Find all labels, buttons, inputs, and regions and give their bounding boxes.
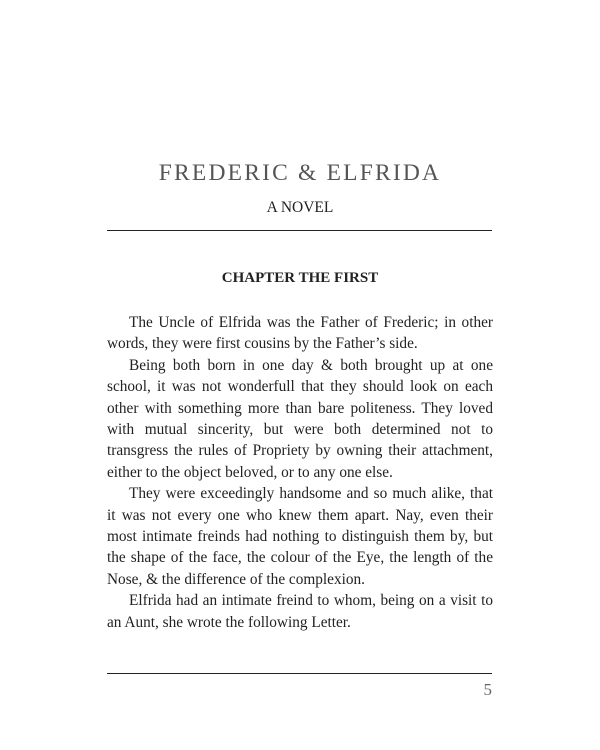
page-number: 5 [483, 680, 492, 699]
paragraph: They were exceedingly handsome and so much alike, that it was not every one who knew them apart. Nay, even their most intimate freinds had nothing to distinguish them by, but the shape of the face, the colour of the Eye, the length of the Nose, & the difference of the complexion. [107, 485, 493, 588]
paragraph: The Uncle of Elfrida was the Father of Frederic; in other words, they were first cousins by the Father’s side. [107, 314, 493, 353]
book-subtitle: A NOVEL [266, 199, 334, 216]
paragraph: Elfrida had an intimate freind to whom, being on a visit to an Aunt, she wrote the following Letter. [107, 592, 493, 631]
chapter-heading: CHAPTER THE FIRST [221, 270, 379, 286]
top-divider [107, 230, 492, 231]
bottom-divider [107, 673, 492, 674]
chapter-body [107, 312, 493, 633]
book-title: FREDERIC & ELFRIDA [158, 160, 442, 186]
paragraph: Being both born in one day & both brought up at one school, it was not wonderfull that they should look on each other with something more than bare politeness. They loved with mutual sincerity, but were both determined not to transgress the rules of Propriety by owning their attachment, either to the object beloved, or to any one else. [107, 356, 493, 481]
